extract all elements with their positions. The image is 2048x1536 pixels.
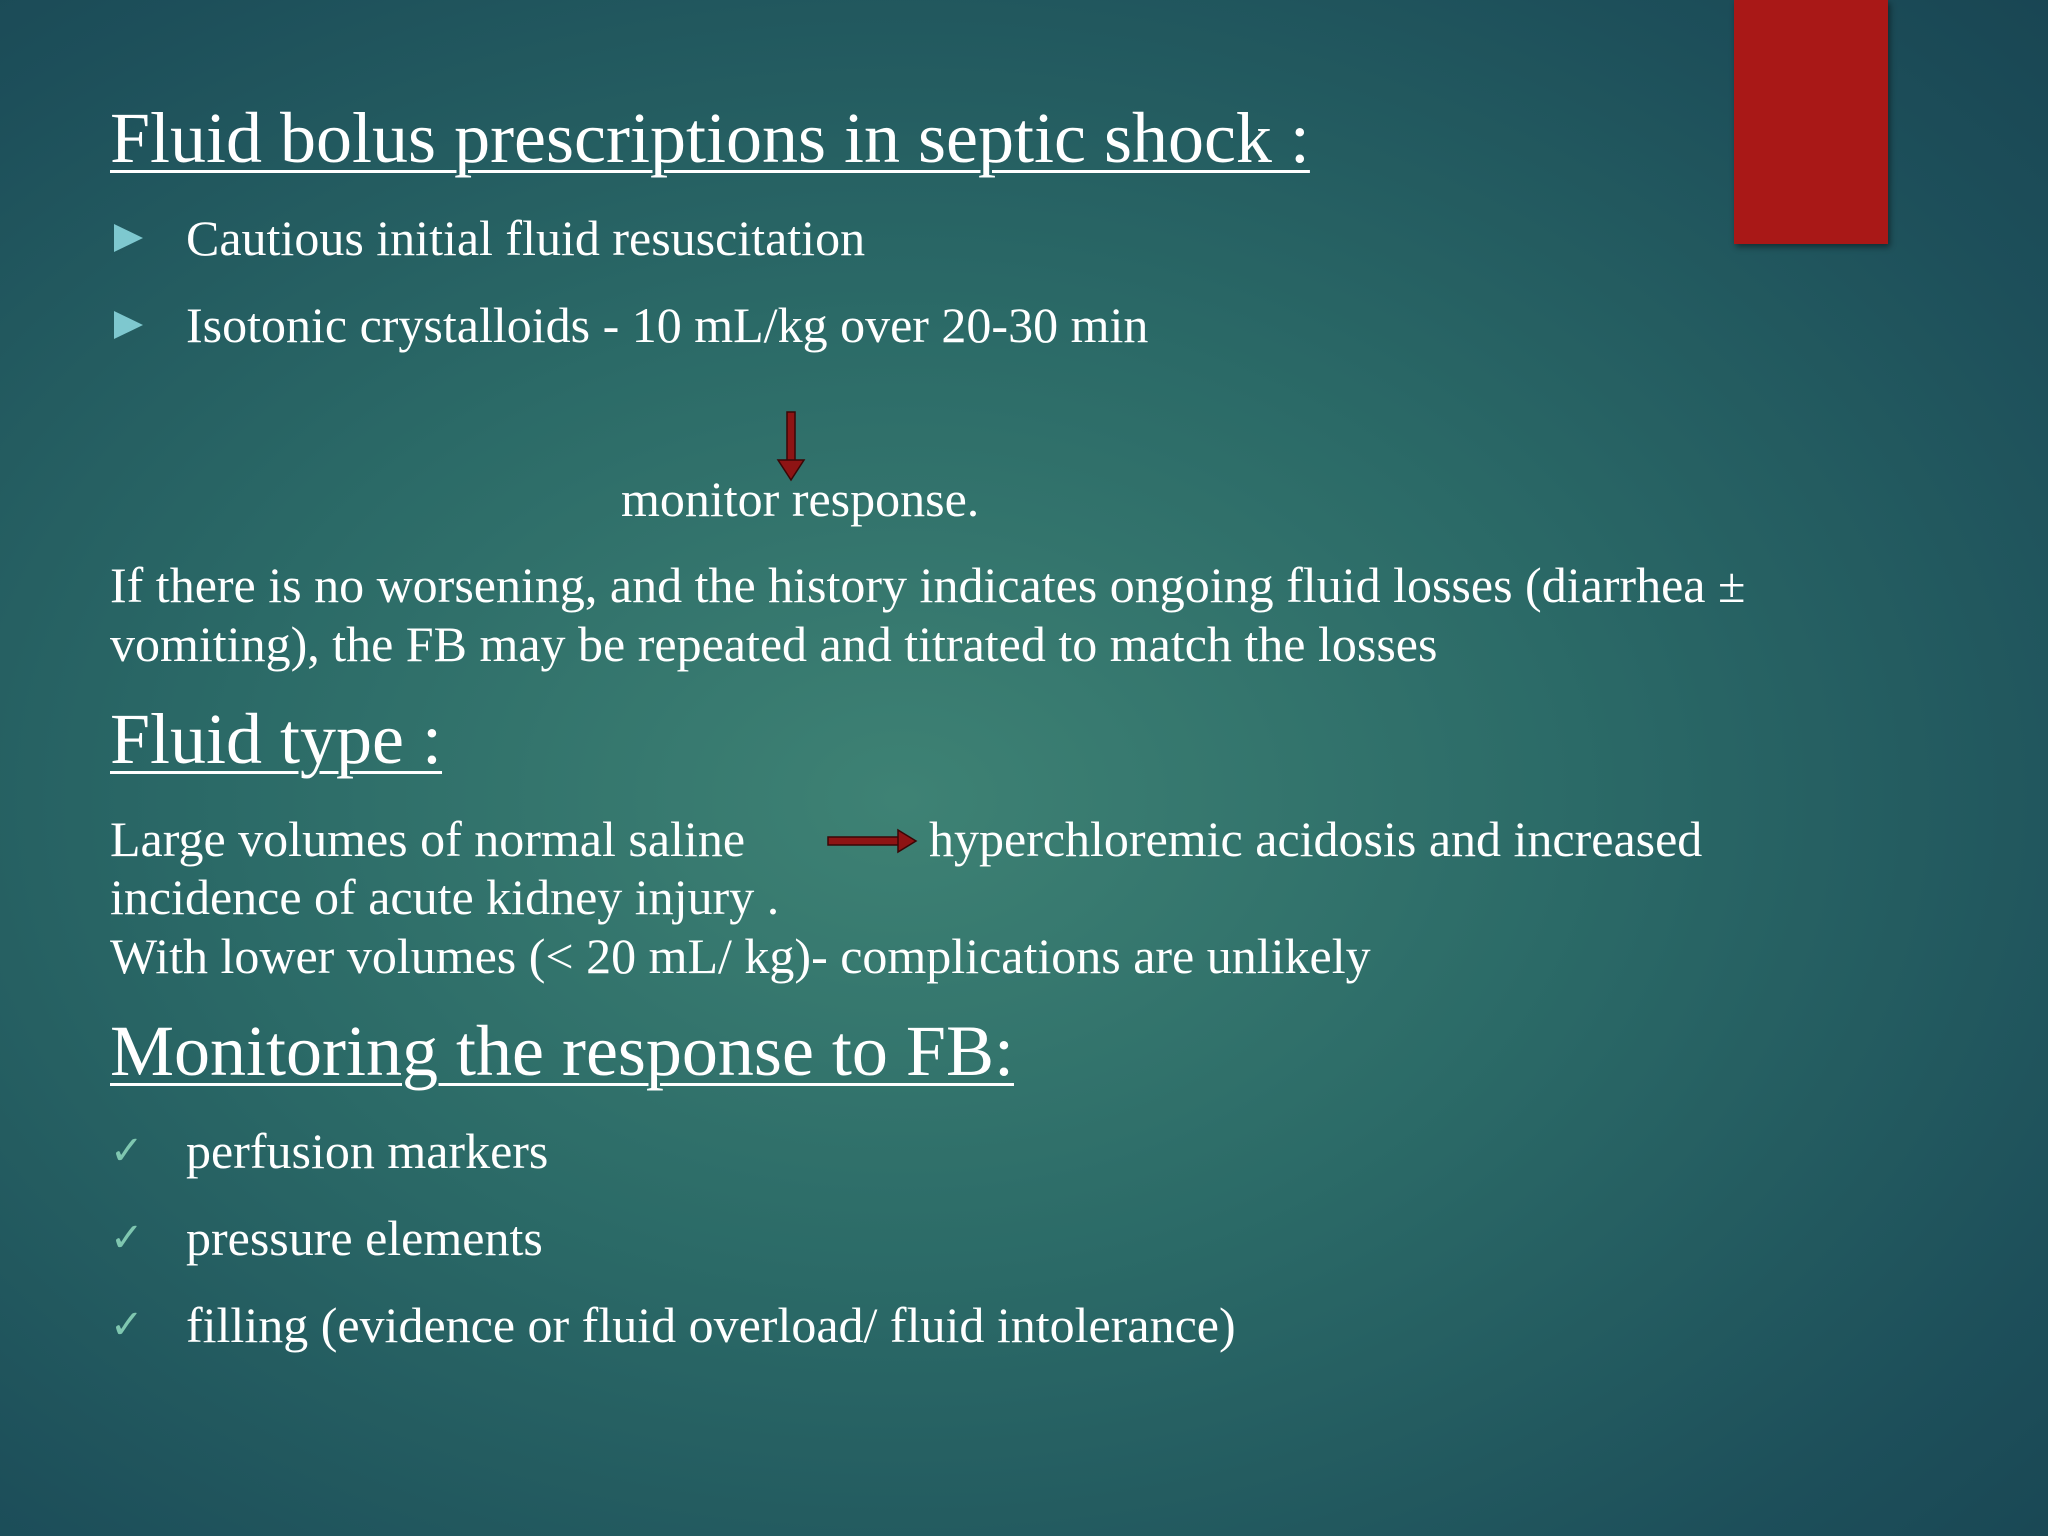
checkmark-icon: ✓ (110, 1215, 144, 1261)
red-accent-tab (1734, 0, 1888, 244)
triangle-bullet-icon (110, 213, 146, 263)
paragraph-line: vomiting), the FB may be repeated and titrated to match the losses (110, 616, 1438, 672)
checkmark-icon: ✓ (110, 1302, 144, 1348)
right-arrow-icon (826, 827, 918, 855)
fluid-type-line: incidence of acute kidney injury . (110, 869, 780, 925)
fluid-type-result: hyperchloremic acidosis and increased (929, 811, 1703, 867)
bullet-text: Isotonic crystalloids - 10 mL/kg over 20-30 min (186, 297, 1149, 353)
fluid-type-line: Large volumes of normal saline (110, 811, 746, 867)
triangle-bullet-icon (110, 300, 146, 350)
monitor-response-text: monitor response. (621, 471, 980, 527)
paragraph-line: If there is no worsening, and the history indicates ongoing fluid losses (diarrhea ± (110, 557, 1746, 613)
bullet-text: Cautious initial fluid resuscitation (186, 210, 866, 266)
fluid-type-line: With lower volumes (< 20 mL/ kg)- complications are unlikely (110, 928, 1371, 984)
checkmark-icon: ✓ (110, 1128, 144, 1174)
heading-fluid-bolus: Fluid bolus prescriptions in septic shock : (110, 98, 1310, 178)
heading-monitoring: Monitoring the response to FB: (110, 1011, 1014, 1091)
checklist-text: filling (evidence or fluid overload/ fluid intolerance) (186, 1297, 1236, 1353)
heading-fluid-type: Fluid type : (110, 699, 443, 779)
checklist-text: perfusion markers (186, 1123, 549, 1179)
checklist-text: pressure elements (186, 1210, 543, 1266)
